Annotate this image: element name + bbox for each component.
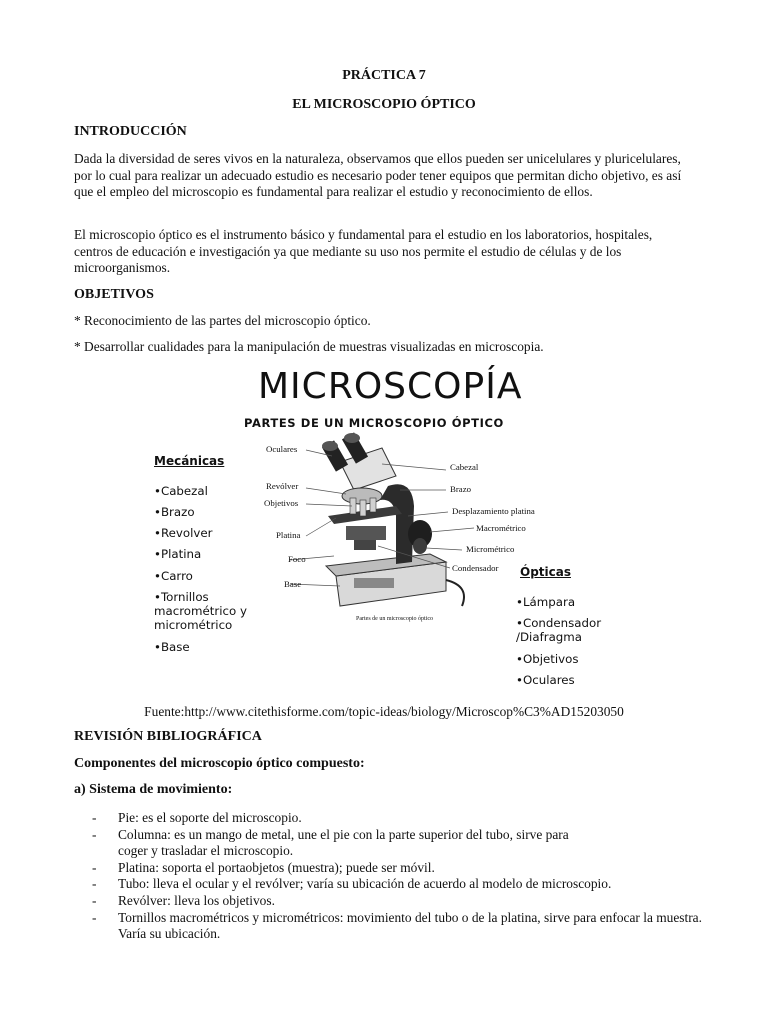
label-macrometrico: Macrométrico [476,523,526,533]
list-dash: - [92,810,97,825]
list-item-text: Tubo: lleva el ocular y el revólver; varía su ubicación de acuerdo al modelo de microscopio. [118,876,612,892]
review-heading: REVISIÓN BIBLIOGRÁFICA [74,729,262,744]
movement-list [92,810,702,943]
list-item [92,860,702,877]
objective-item-1: * Reconocimiento de las partes del microscopio óptico. [74,313,371,328]
label-brazo: Brazo [450,484,472,494]
mechanical-item: •Base [154,640,190,654]
list-item-text: Revólver: lleva los objetivos. [118,892,275,908]
intro-heading: INTRODUCCIÓN [74,124,187,139]
optical-item: •Objetivos [516,652,579,666]
mechanical-item: •Cabezal [154,484,208,498]
optical-heading: Ópticas [520,565,571,579]
label-objetivos: Objetivos [264,498,299,508]
label-micrometrico: Micrométrico [466,544,515,554]
microscope-illustration [150,366,610,694]
list-item-text: Columna: es un mango de metal, une el pie con la parte superior del tubo, sirve para coger y trasladar el microscopio. [118,826,569,859]
mechanical-item: •Revolver [154,526,213,540]
document-title: PRÁCTICA 7 [342,68,426,83]
list-item [92,910,702,943]
objective-item-2: * Desarrollar cualidades para la manipulación de muestras visualizadas en microscopia. [74,339,544,354]
intro-paragraph-2: El microscopio óptico es el instrumento básico y fundamental para el estudio en los laboratorios, hospitales, centros de educación e investigación ya que mediante su uso nos permite el estudio de células y de los microorganismos. [74,227,653,276]
list-item [92,893,702,910]
figure-caption: Partes de un microscopio óptico [356,616,433,622]
figure-source: Fuente:http://www.citethisforme.com/topic-ideas/biology/Microscop%C3%AD15203050 [144,704,624,719]
microscope-figure [150,366,610,694]
mechanical-item: •Brazo [154,505,195,519]
mechanical-item: •Carro [154,569,193,583]
list-item-text: Tornillos macrométricos y micrométricos: movimiento del tubo o de la platina, sirve para enfocar la muestra. Varía su ubicación. [118,909,702,942]
optical-item: •Lámpara [516,595,576,609]
list-dash: - [92,826,97,842]
list-item-text: Platina: soporta el portaobjetos (muestra); puede ser móvil. [118,859,435,875]
list-dash: - [92,859,97,875]
list-dash: - [92,892,97,908]
label-foco: Foco [288,554,306,564]
list-item-text: Pie: es el soporte del microscopio. [118,810,302,825]
figure-subtitle: PARTES DE UN MICROSCOPIO ÓPTICO [244,416,504,430]
components-heading: Componentes del microscopio óptico compuesto: [74,756,365,771]
label-condensador: Condensador [452,563,499,573]
list-dash: - [92,876,97,892]
label-desplazamiento-platina: Desplazamiento platina [452,506,535,516]
list-item [92,876,702,893]
label-cabezal: Cabezal [450,462,479,472]
intro-paragraph-1: Dada la diversidad de seres vivos en la naturaleza, observamos que ellos pueden ser unicelulares y pluricelulares, por lo cual para realizar un adecuado estudio es necesario poder tener equipos que permitan dicho objetivo, es así que el empleo del microscopio es fundamental para realizar el estudio y reconocimiento de ellos. [74,151,682,200]
document-subtitle: EL MICROSCOPIO ÓPTICO [292,97,476,112]
label-platina: Platina [276,530,301,540]
mechanical-item: •Platina [154,547,202,561]
label-oculares: Oculares [266,444,298,454]
list-item [92,810,702,827]
mechanical-heading: Mecánicas [154,454,225,468]
optical-item: •Condensador /Diafragma [516,616,602,644]
optical-item: •Oculares [516,673,575,687]
figure-title: MICROSCOPÍA [258,366,523,407]
objectives-heading: OBJETIVOS [74,287,154,302]
movement-heading: a) Sistema de movimiento: [74,782,233,797]
label-base: Base [284,579,302,589]
mechanical-item: •Tornillos macrométrico y micrométrico [154,590,247,632]
label-revolver: Revólver [266,481,299,491]
list-item [92,827,702,860]
list-dash: - [92,909,97,925]
